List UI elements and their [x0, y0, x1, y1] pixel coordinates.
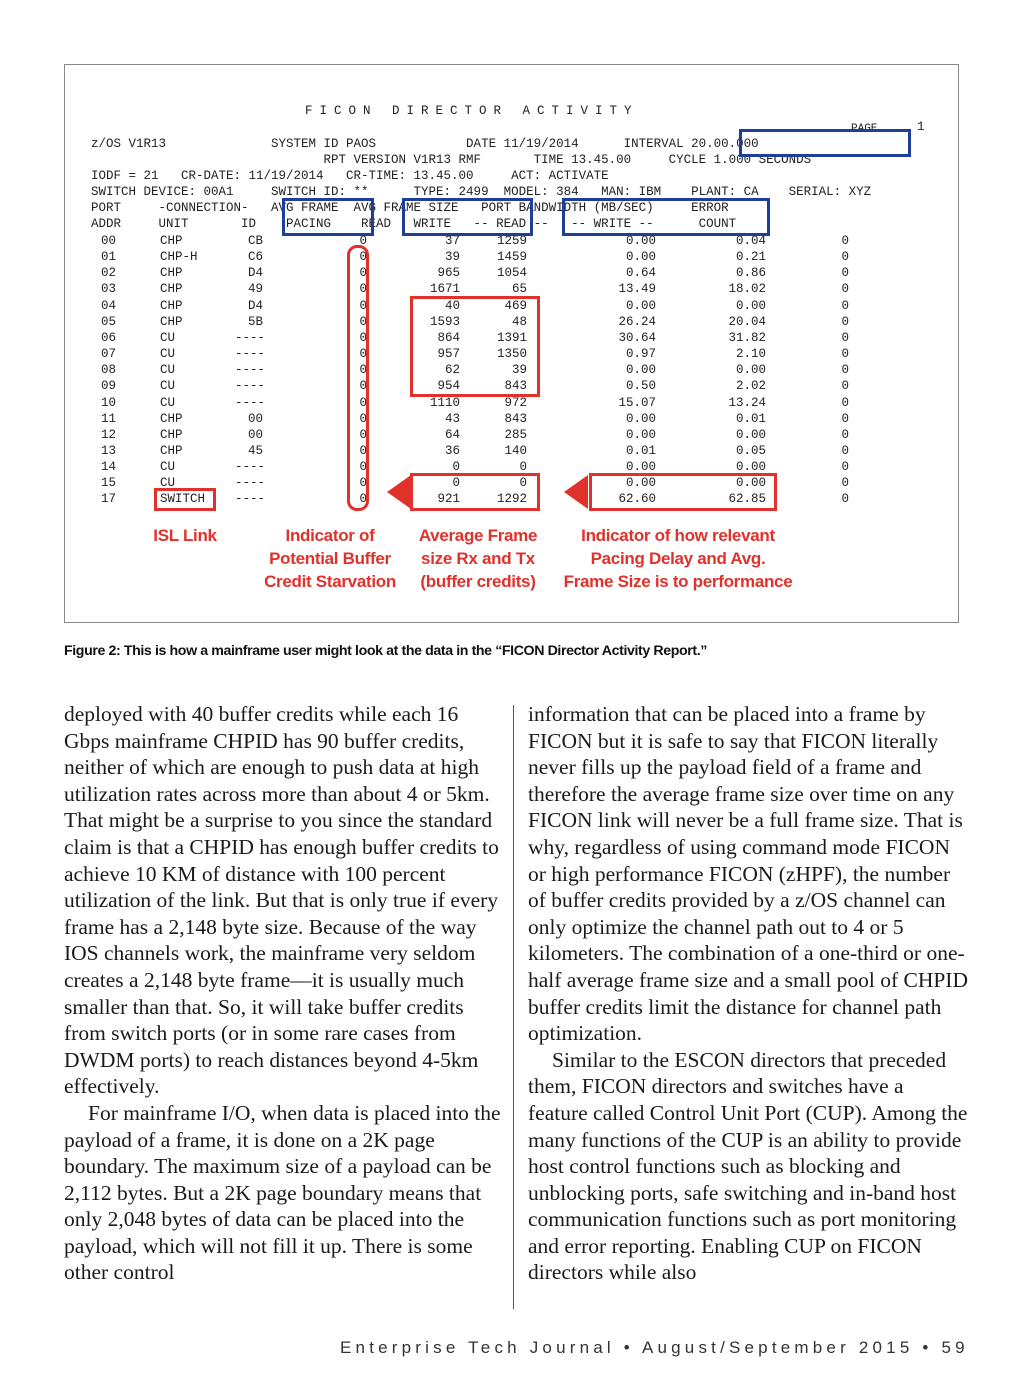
frame-size-rows-highlight [410, 296, 540, 397]
cell-pacing: 0 [359, 330, 367, 345]
cell-bw-read: 13.49 [618, 282, 656, 297]
cell-id: D4 [247, 266, 263, 281]
cell-read: 36 [444, 443, 460, 458]
cell-bw-write: 0.21 [735, 250, 766, 265]
cell-write: 972 [504, 395, 527, 410]
figure-caption: Figure 2: This is how a mainframe user might look at the data in the “FICON Director Activity Report.” [64, 643, 707, 659]
cell-bw-read: 0.50 [625, 379, 656, 394]
header-line: PORT -CONNECTION- AVG FRAME AVG FRAME SIZE PORT BANDWIDTH (MB/SEC) ERROR [91, 201, 729, 215]
page-label: PAGE [851, 123, 878, 135]
avg-frame-size-highlight [402, 198, 533, 236]
left-arrow-icon [564, 475, 588, 509]
cell-read: 864 [437, 330, 460, 345]
cell-err: 0 [841, 379, 849, 394]
annotation-average-frame: Average Frame size Rx and Tx (buffer credits) [418, 526, 538, 591]
cell-id: C6 [247, 250, 263, 265]
left-arrow-icon [387, 475, 411, 509]
cell-addr: 03 [101, 282, 117, 297]
cell-err: 0 [841, 427, 849, 442]
cell-id: ---- [235, 347, 266, 362]
cell-write: 1292 [496, 492, 527, 507]
cell-addr: 00 [101, 234, 117, 248]
cell-err: 0 [841, 363, 849, 378]
cell-pacing: 0 [359, 395, 367, 410]
cell-bw-read: 0.00 [625, 234, 656, 248]
cell-read: 37 [444, 234, 460, 248]
cell-pacing: 0 [359, 363, 367, 378]
cell-bw-read: 0.00 [625, 363, 656, 378]
cell-bw-write: 0.00 [735, 363, 766, 378]
cell-addr: 17 [101, 492, 117, 507]
cell-pacing: 0 [359, 443, 367, 458]
cell-addr: 12 [101, 427, 117, 442]
cell-read: 64 [444, 427, 460, 442]
cell-id: ---- [235, 395, 266, 410]
cell-bw-write: 62.85 [728, 492, 766, 507]
cell-pacing: 0 [359, 282, 367, 297]
cell-write: 1350 [496, 347, 527, 362]
cell-read: 39 [444, 250, 460, 265]
cell-id: ---- [235, 330, 266, 345]
cell-read: 954 [437, 379, 460, 394]
cell-unit: CU [160, 363, 176, 378]
cell-pacing: 0 [359, 266, 367, 281]
cell-unit: CHP [160, 443, 183, 458]
cell-bw-write: 0.00 [735, 476, 766, 491]
cell-addr: 15 [101, 476, 117, 491]
body-column-left [64, 701, 504, 1286]
paragraph: information that can be placed into a frame by FICON but it is safe to say that FICON literally never fills up the payload field of a frame and therefore the average frame size over time on any FICON link will never be a full frame size. That is why, regardless of using command mode FICON or high performance FICON (zHPF), the number of buffer credits provided by a z/OS channel can only optimize the channel path out to 4 or 5 kilometers. The combination of a one-third or one-half average frame size and a small pool of CHPID buffer credits limit the distance for channel path optimization. [528, 702, 968, 1046]
cell-bw-write: 2.02 [735, 379, 766, 394]
cell-write: 48 [511, 314, 527, 329]
switch-frame-size-highlight [410, 473, 540, 511]
cell-unit: CU [160, 395, 176, 410]
cell-read: 965 [437, 266, 460, 281]
annotation-buffer-starvation: Indicator of Potential Buffer Credit Starvation [264, 526, 396, 591]
cell-write: 1459 [496, 250, 527, 265]
cell-id: ---- [235, 363, 266, 378]
cell-bw-write: 20.04 [728, 314, 766, 329]
cell-bw-read: 0.00 [625, 411, 656, 426]
paragraph: Similar to the ESCON directors that preceded them, FICON directors and switches have a feature called Control Unit Port (CUP). Among the many functions of the CUP is an ability to provide host control functions such as blocking and unblocking ports, safe switching and in-band host communication functions such as port monitoring and error reporting. Enabling CUP on FICON directors while also [528, 1047, 968, 1285]
cell-bw-write: 0.05 [735, 443, 766, 458]
page-number: 1 [917, 120, 925, 134]
cell-bw-write: 0.01 [735, 411, 766, 426]
cell-read: 0 [452, 460, 460, 475]
paragraph: deployed with 40 buffer credits while each 16 Gbps mainframe CHPID has 90 buffer credits, neither of which are enough to push data at high utilization rates across more than about 4 or 5km. That might be a surprise to you since the standard claim is that a CHPID has enough buffer credits to achieve 10 KM of distance with 100 percent utilization of the link. But that is only true if every frame has a 2,148 byte size. Because of the way IOS channels work, the mainframe very seldom creates a 2,148 byte frame—it is usually much smaller than that. So, it will take buffer credits from switch ports (or in some rare cases from DWDM ports) to reach distances beyond 4-5km effectively. [64, 702, 499, 1099]
cell-read: 62 [444, 363, 460, 378]
report-title: FICON DIRECTOR ACTIVITY [305, 104, 639, 118]
cell-addr: 14 [101, 460, 117, 475]
cell-bw-write: 0.86 [735, 266, 766, 281]
cell-pacing: 0 [359, 427, 367, 442]
cell-write: 39 [511, 363, 527, 378]
cell-bw-write: 0.00 [735, 298, 766, 313]
cell-addr: 06 [101, 330, 117, 345]
cell-unit: SWITCH [160, 492, 206, 507]
cell-pacing: 0 [359, 476, 367, 491]
cell-id: 5B [247, 314, 263, 329]
header-line: z/OS V1R13 SYSTEM ID PAOS DATE 11/19/2014 INTERVAL 20.00.000 [91, 137, 759, 151]
switch-bandwidth-highlight [589, 473, 777, 511]
cell-unit: CHP-H [160, 250, 198, 265]
cell-unit: CU [160, 330, 176, 345]
cell-err: 0 [841, 314, 849, 329]
cell-addr: 11 [101, 411, 117, 426]
cell-id: 49 [247, 282, 263, 297]
cell-id: CB [247, 234, 263, 248]
cell-read: 1593 [429, 314, 460, 329]
port-bandwidth-highlight [562, 198, 770, 236]
cell-id: ---- [235, 492, 266, 507]
cell-bw-write: 0.00 [735, 460, 766, 475]
cell-err: 0 [841, 347, 849, 362]
cell-err: 0 [841, 282, 849, 297]
cell-unit: CHP [160, 298, 183, 313]
cell-bw-read: 15.07 [618, 395, 656, 410]
cell-pacing: 0 [359, 234, 367, 248]
cell-addr: 02 [101, 266, 117, 281]
cell-pacing: 0 [359, 250, 367, 265]
cell-bw-write: 18.02 [728, 282, 766, 297]
cell-err: 0 [841, 476, 849, 491]
cell-err: 0 [841, 411, 849, 426]
cell-unit: CU [160, 379, 176, 394]
cell-addr: 01 [101, 250, 117, 265]
cell-pacing: 0 [359, 492, 367, 507]
cell-addr: 07 [101, 347, 117, 362]
header-line: ADDR UNIT ID PACING READ WRITE -- READ -- -- WRITE -- COUNT [91, 217, 737, 231]
cell-write: 469 [504, 298, 527, 313]
cell-id: ---- [235, 460, 266, 475]
cell-err: 0 [841, 330, 849, 345]
interval-highlight [739, 129, 911, 157]
figure-report-image [64, 64, 959, 623]
cell-unit: CHP [160, 427, 183, 442]
cell-bw-read: 0.00 [625, 476, 656, 491]
column-divider [513, 705, 514, 1309]
cell-read: 957 [437, 347, 460, 362]
cell-err: 0 [841, 234, 849, 248]
cell-err: 0 [841, 250, 849, 265]
cell-bw-read: 0.00 [625, 460, 656, 475]
cell-write: 843 [504, 411, 527, 426]
paragraph: For mainframe I/O, when data is placed into the payload of a frame, it is done on a 2K page boundary. The maximum size of a payload can be 2,112 bytes. But a 2K page boundary means that only 2,048 bytes of data can be placed into the payload, which will not fill it up. There is some other control [64, 1100, 501, 1285]
cell-bw-read: 26.24 [618, 314, 656, 329]
cell-read: 1671 [429, 282, 460, 297]
cell-unit: CU [160, 476, 176, 491]
cell-bw-write: 13.24 [728, 395, 766, 410]
cell-read: 921 [437, 492, 460, 507]
cell-bw-write: 2.10 [735, 347, 766, 362]
cell-err: 0 [841, 460, 849, 475]
cell-addr: 13 [101, 443, 117, 458]
cell-read: 40 [444, 298, 460, 313]
header-line: IODF = 21 CR-DATE: 11/19/2014 CR-TIME: 13.45.00 ACT: ACTIVATE [91, 169, 609, 183]
cell-write: 1259 [496, 234, 527, 248]
cell-pacing: 0 [359, 460, 367, 475]
cell-bw-read: 0.64 [625, 266, 656, 281]
cell-read: 0 [452, 476, 460, 491]
cell-addr: 08 [101, 363, 117, 378]
cell-write: 1391 [496, 330, 527, 345]
cell-unit: CHP [160, 314, 183, 329]
cell-write: 65 [511, 282, 527, 297]
pacing-column-highlight [347, 245, 369, 511]
cell-unit: CHP [160, 266, 183, 281]
cell-err: 0 [841, 266, 849, 281]
header-line: RPT VERSION V1R13 RMF TIME 13.45.00 CYCLE 1.000 SECONDS [91, 153, 812, 167]
cell-bw-read: 30.64 [618, 330, 656, 345]
cell-unit: CU [160, 347, 176, 362]
cell-write: 1054 [496, 266, 527, 281]
page-footer: Enterprise Tech Journal • August/September 2015 • 59 [340, 1338, 969, 1357]
cell-err: 0 [841, 443, 849, 458]
cell-bw-read: 0.00 [625, 250, 656, 265]
cell-err: 0 [841, 395, 849, 410]
cell-unit: CHP [160, 411, 183, 426]
cell-write: 0 [519, 476, 527, 491]
cell-write: 843 [504, 379, 527, 394]
cell-id: D4 [247, 298, 263, 313]
cell-unit: CHP [160, 282, 183, 297]
cell-addr: 10 [101, 395, 117, 410]
annotation-isl-link: ISL Link [153, 526, 217, 545]
cell-read: 1110 [429, 395, 460, 410]
cell-bw-read: 0.00 [625, 298, 656, 313]
avg-frame-pacing-highlight [282, 198, 374, 236]
annotation-pacing-relevance: Indicator of how relevant Pacing Delay and Avg. Frame Size is to performance [563, 526, 793, 591]
cell-err: 0 [841, 298, 849, 313]
cell-pacing: 0 [359, 298, 367, 313]
cell-id: 00 [247, 427, 263, 442]
cell-addr: 04 [101, 298, 117, 313]
cell-id: 00 [247, 411, 263, 426]
cell-pacing: 0 [359, 347, 367, 362]
cell-addr: 09 [101, 379, 117, 394]
cell-bw-write: 31.82 [728, 330, 766, 345]
cell-err: 0 [841, 492, 849, 507]
cell-write: 0 [519, 460, 527, 475]
cell-bw-write: 0.00 [735, 427, 766, 442]
cell-bw-read: 0.00 [625, 427, 656, 442]
cell-bw-read: 62.60 [618, 492, 656, 507]
cell-unit: CU [160, 460, 176, 475]
cell-id: ---- [235, 476, 266, 491]
cell-write: 140 [504, 443, 527, 458]
body-column-right [528, 701, 968, 1286]
header-line: SWITCH DEVICE: 00A1 SWITCH ID: ** TYPE: 2499 MODEL: 384 MAN: IBM PLANT: CA SERIAL: XYZ [91, 185, 872, 199]
cell-write: 285 [504, 427, 527, 442]
cell-pacing: 0 [359, 314, 367, 329]
cell-bw-write: 0.04 [735, 234, 766, 248]
cell-pacing: 0 [359, 411, 367, 426]
switch-unit-highlight [154, 488, 216, 511]
ficon-report [65, 65, 958, 622]
cell-bw-read: 0.97 [625, 347, 656, 362]
cell-unit: CHP [160, 234, 183, 248]
cell-bw-read: 0.01 [625, 443, 656, 458]
cell-addr: 05 [101, 314, 117, 329]
cell-id: ---- [235, 379, 266, 394]
cell-id: 45 [247, 443, 263, 458]
cell-read: 43 [444, 411, 460, 426]
cell-pacing: 0 [359, 379, 367, 394]
